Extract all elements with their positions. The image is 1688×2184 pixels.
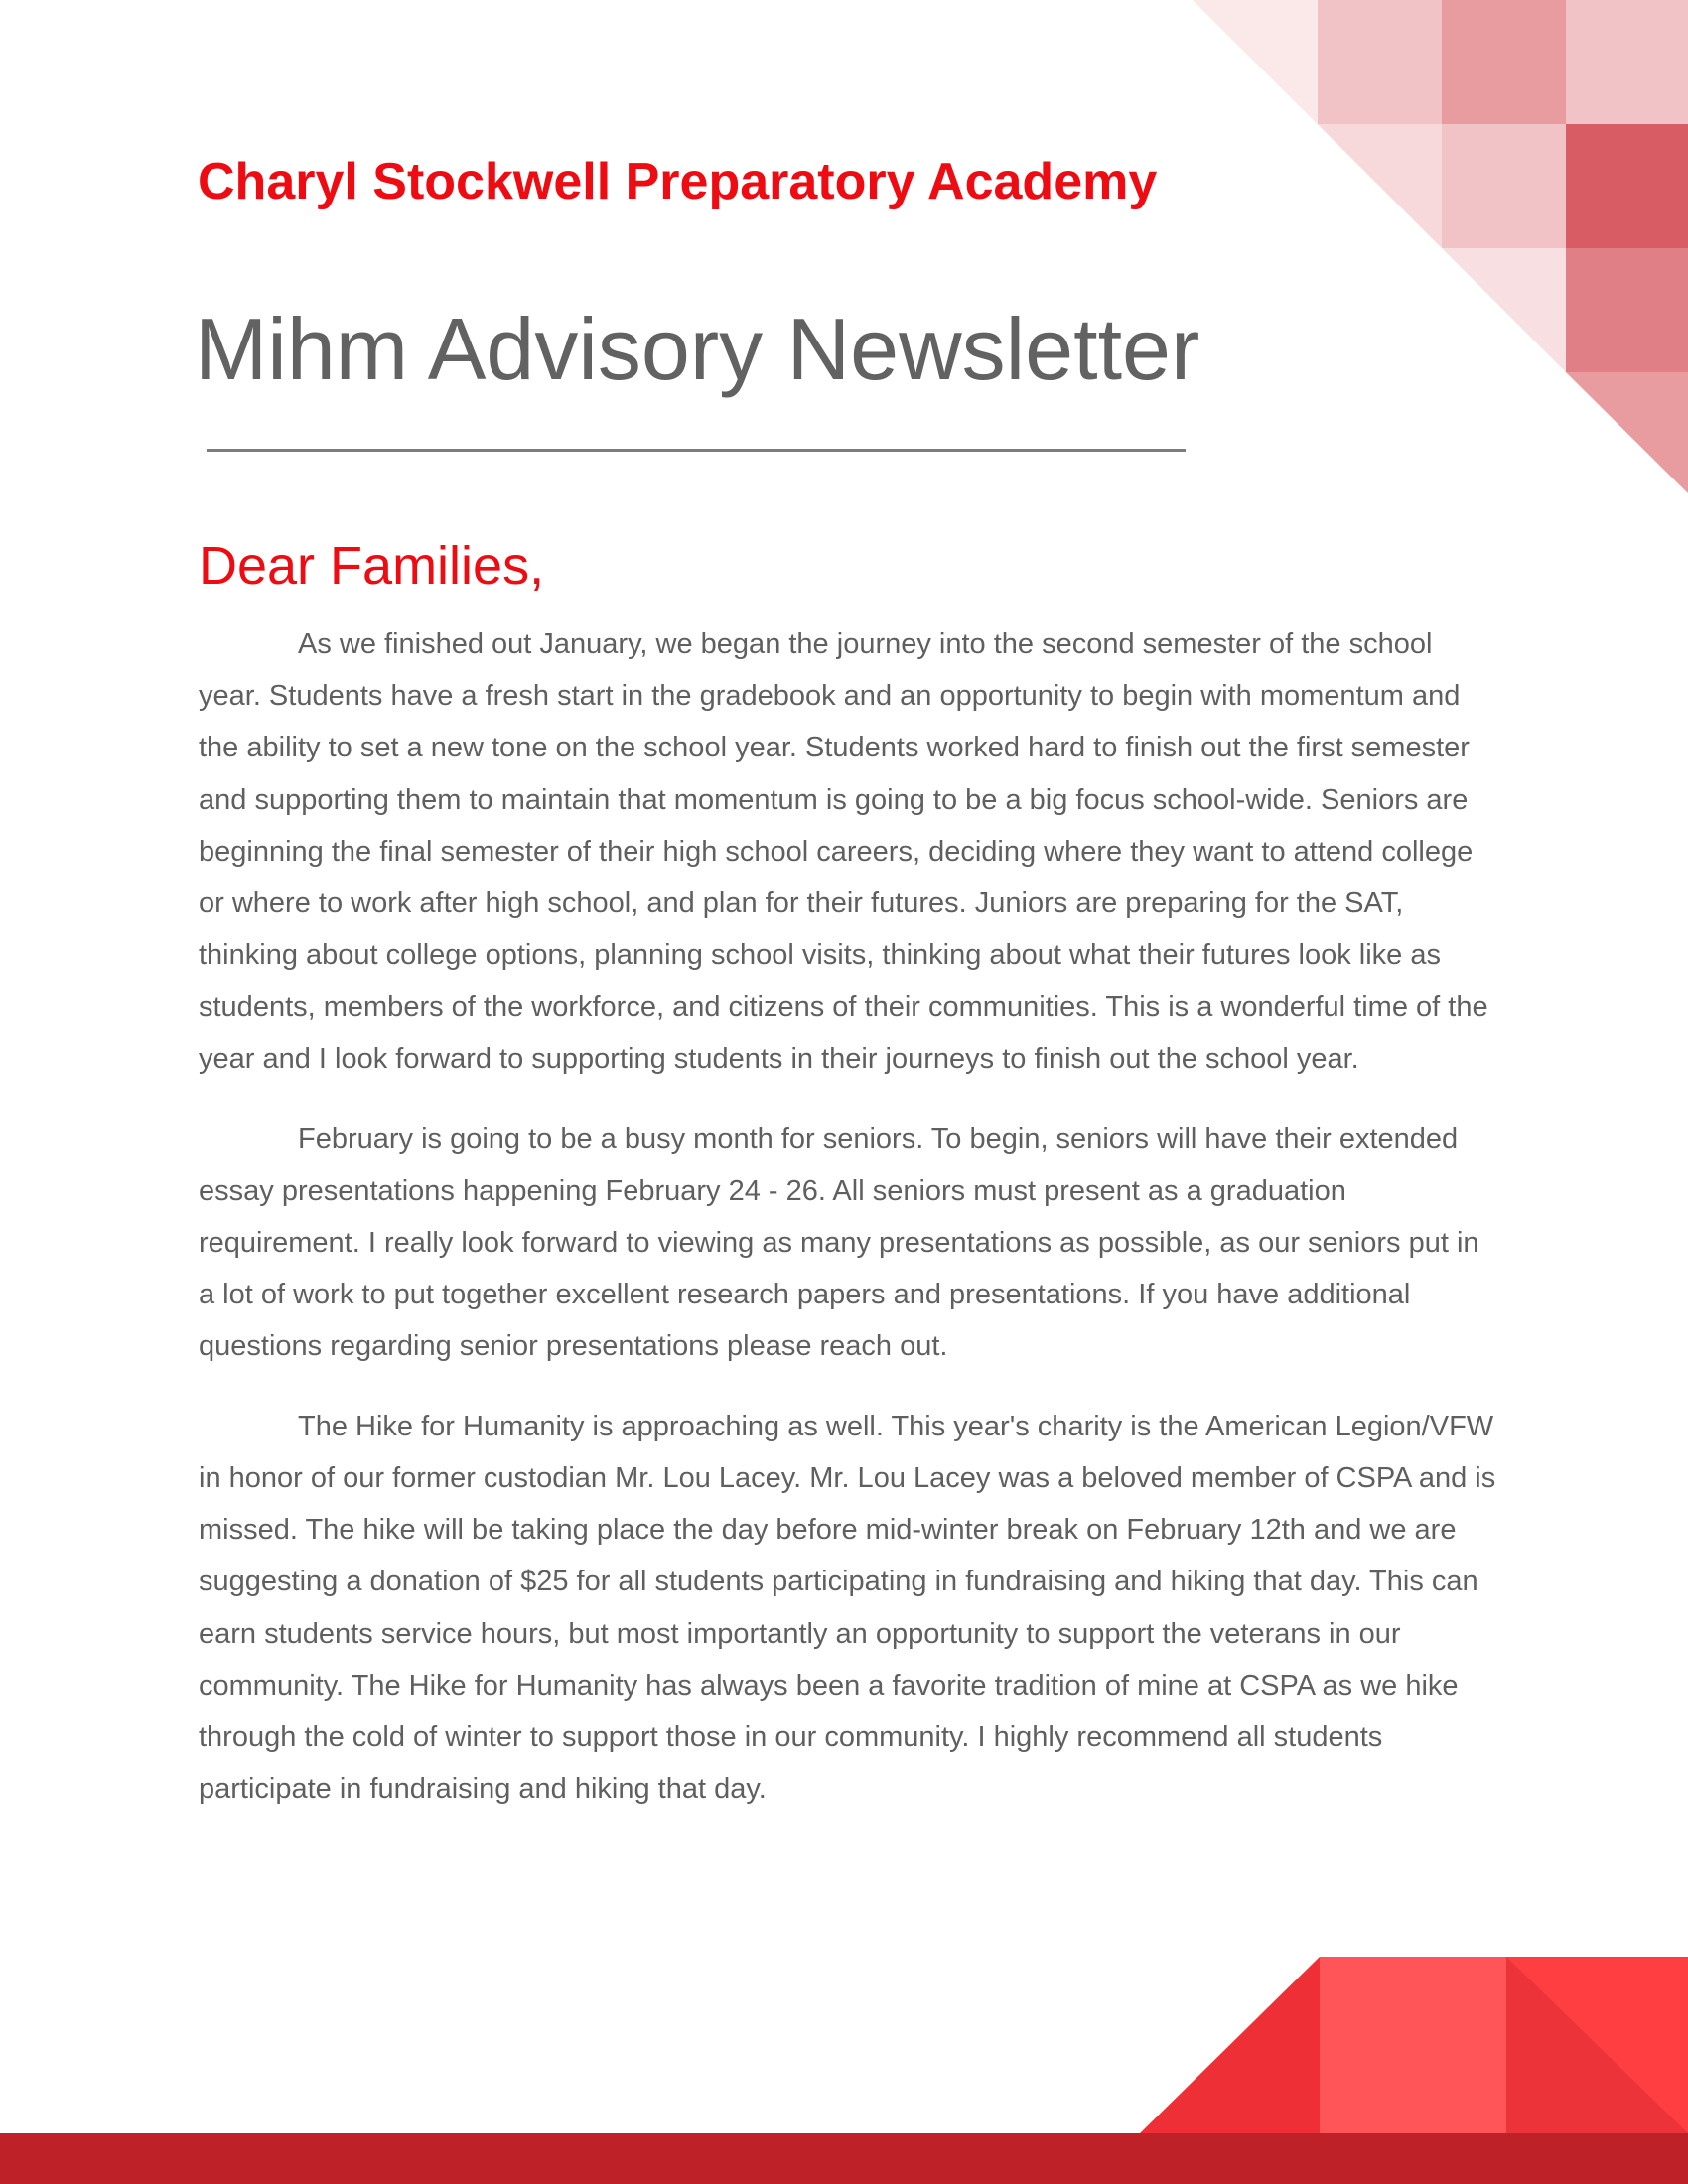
newsletter-title: Mihm Advisory Newsletter bbox=[195, 300, 1200, 398]
title-divider bbox=[207, 449, 1186, 452]
footer-bar bbox=[0, 2133, 1688, 2184]
letter-paragraph: As we finished out January, we began the journey into the second semester of the school year. Students have a fresh start in the gradebook and an opportunity to begin with momentum and the ability to set a new tone on the school year. Students worked hard to finish out the first semester and supporting them to maintain that momentum is going to be a big focus school-wide. Seniors are beginning the final semester of their high school careers, deciding where they want to attend college or where to work after high school, and plan for their futures. Juniors are preparing for the SAT, thinking about college options, planning school visits, thinking about what their futures look like as students, members of the workforce, and citizens of their communities. This is a wonderful time of the year and I look forward to supporting students in their journeys to finish out the school year. bbox=[199, 628, 1488, 1075]
letter-greeting: Dear Families, bbox=[199, 536, 545, 596]
top-right-tile-mosaic bbox=[1318, 0, 1688, 493]
school-name: Charyl Stockwell Preparatory Academy bbox=[198, 153, 1158, 210]
letter-paragraph: February is going to be a busy month for seniors. To begin, seniors will have their extended essay presentations happening February 24 - 26. All seniors must present as a graduation requirement. I really look forward to viewing as many presentations as possible, as our seniors put in a lot of work to put together excellent research papers and presentations. If you have additional questions regarding senior presentations please reach out. bbox=[199, 1123, 1479, 1363]
bottom-right-shapes bbox=[1140, 1957, 1688, 2133]
letter-paragraph: The Hike for Humanity is approaching as well. This year's charity is the American Legion/VFW in honor of our former custodian Mr. Lou Lacey. Mr. Lou Lacey was a beloved member of CSPA and is missed. The hike will be taking place the day before mid-winter break on February 12th and we are suggesting a donation of $25 for all students participating in fundraising and hiking that day. This can earn students service hours, but most importantly an opportunity to support the veterans in our community. The Hike for Humanity has always been a favorite tradition of mine at CSPA as we hike through the cold of winter to support those in our community. I highly recommend all students participate in fundraising and hiking that day. bbox=[199, 1410, 1496, 1806]
letter-body bbox=[199, 618, 1499, 1843]
